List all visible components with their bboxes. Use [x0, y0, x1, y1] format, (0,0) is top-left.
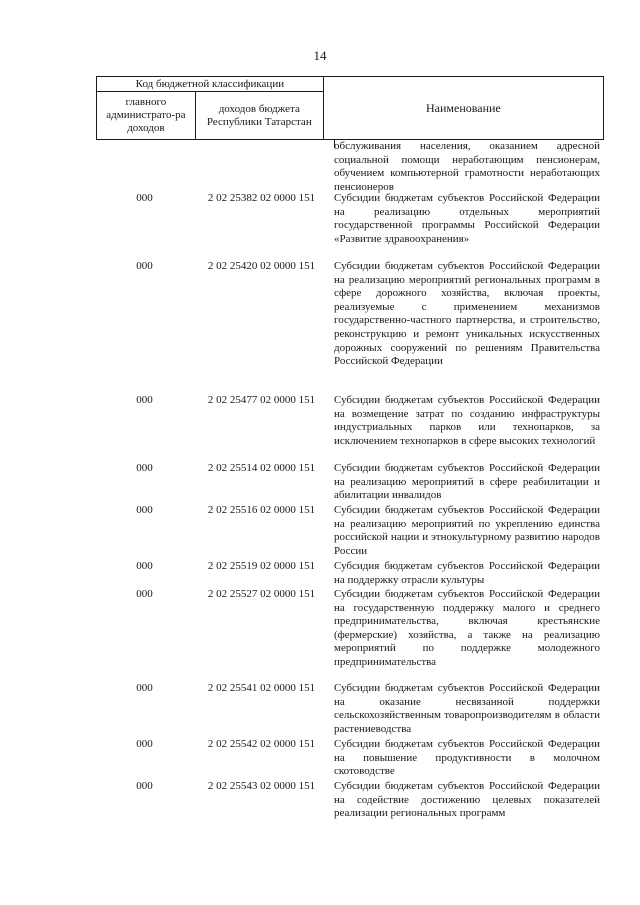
- table-row: [96, 462, 604, 504]
- admin-code: 000: [136, 780, 153, 792]
- admin-code: 000: [136, 462, 153, 474]
- table-row: [96, 394, 604, 462]
- table-row: [96, 504, 604, 560]
- header-income: доходов бюджета Республики Татарстан: [195, 92, 323, 140]
- income-code: 2 02 25541 02 0000 151: [207, 682, 316, 694]
- header-admin: главного администрато-ра доходов: [97, 92, 196, 140]
- table-row: [96, 260, 604, 394]
- row-name: Субсидии бюджетам субъектов Российской Федерации на повышение продуктивности в молочном скотоводстве: [334, 738, 600, 778]
- income-code: 2 02 25542 02 0000 151: [207, 738, 316, 750]
- admin-code: 000: [136, 504, 153, 516]
- table-row: [96, 192, 604, 260]
- table-row: [96, 780, 604, 824]
- header-name: Наименование: [323, 77, 603, 140]
- income-code: 2 02 25477 02 0000 151: [207, 394, 316, 406]
- income-code: 2 02 25527 02 0000 151: [207, 588, 316, 600]
- table-row: [96, 560, 604, 588]
- row-name: Субсидии бюджетам субъектов Российской Федерации на оказание несвязанной поддержки сельскохозяйственным товаропроизводителям в области растениеводства: [334, 682, 600, 735]
- admin-code: 000: [136, 738, 153, 750]
- page-number: 14: [313, 48, 327, 63]
- income-code: 2 02 25382 02 0000 151: [207, 192, 316, 204]
- income-code: 2 02 25519 02 0000 151: [207, 560, 316, 572]
- continuation-text: обслуживания населения, оказанием адресной социальной помощи неработающим пенсионерам, обучением компьютерной грамотности неработающих пенсионеров: [334, 140, 600, 193]
- row-name: Субсидии бюджетам субъектов Российской Федерации на реализацию мероприятий по укреплению единства российской нации и этнокультурному развитию народов России: [334, 504, 600, 557]
- admin-code: 000: [136, 192, 153, 204]
- income-code: 2 02 25516 02 0000 151: [207, 504, 316, 516]
- admin-code: 000: [136, 394, 153, 406]
- admin-code: 000: [136, 560, 153, 572]
- row-name: Субсидии бюджетам субъектов Российской Федерации на реализацию мероприятий в сфере реабилитации и абилитации инвалидов: [334, 462, 600, 502]
- row-name: Субсидии бюджетам субъектов Российской Федерации на содействие достижению целевых показателей реализации региональных программ: [334, 780, 600, 820]
- income-code: 2 02 25543 02 0000 151: [207, 780, 316, 792]
- admin-code: 000: [136, 260, 153, 272]
- table-row: [96, 588, 604, 682]
- continuation-row: [96, 140, 604, 192]
- income-code: 2 02 25420 02 0000 151: [207, 260, 316, 272]
- table-row: [96, 738, 604, 780]
- row-name: Субсидии бюджетам субъектов Российской Федерации на возмещение затрат по созданию инфраструктуры индустриальных парков или технопарков, за исключением технопарков в сфере высоких технологий: [334, 394, 600, 447]
- row-name: Субсидии бюджетам субъектов Российской Федерации на реализацию мероприятий региональных программ в сфере дорожного хозяйства, включая проекты, реализуемые с применением механизмов государственно-частного партнерства, и строительство, реконструкцию и ремонт уникальных искусственных дорожных сооружений по решениям Правительства Российской Федерации: [334, 260, 600, 368]
- table-header: [96, 76, 604, 140]
- row-name: Субсидия бюджетам субъектов Российской Федерации на поддержку отрасли культуры: [334, 560, 600, 586]
- table-row: [96, 682, 604, 738]
- income-code: 2 02 25514 02 0000 151: [207, 462, 316, 474]
- table-body: [96, 140, 604, 824]
- header-group-title: Код бюджетной классификации: [97, 77, 324, 92]
- row-name: Субсидии бюджетам субъектов Российской Федерации на реализацию отдельных мероприятий государственной программы Российской Федерации «Развитие здравоохранения»: [334, 192, 600, 245]
- admin-code: 000: [136, 682, 153, 694]
- admin-code: 000: [136, 588, 153, 600]
- row-name: Субсидии бюджетам субъектов Российской Федерации на государственную поддержку малого и среднего предпринимательства, включая крестьянские (фермерские) хозяйства, а также на реализацию мероприятий по поддержке молодежного предпринимательства: [334, 588, 600, 668]
